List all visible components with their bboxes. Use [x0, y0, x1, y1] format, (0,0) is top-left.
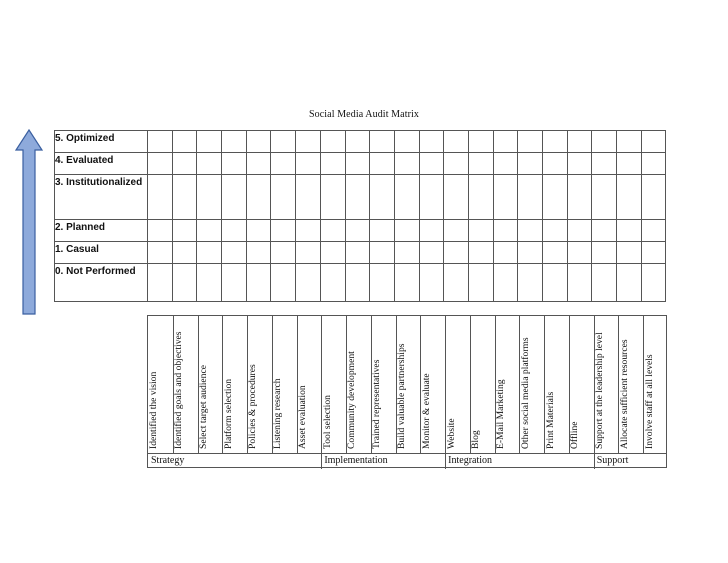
column-divider	[371, 316, 372, 453]
level-label: 4. Evaluated	[55, 153, 148, 175]
matrix-cell[interactable]	[444, 220, 469, 242]
matrix-cell[interactable]	[345, 131, 370, 153]
matrix-cell[interactable]	[222, 242, 247, 264]
matrix-cell[interactable]	[394, 153, 419, 175]
column-divider	[198, 316, 199, 453]
matrix-cell[interactable]	[617, 175, 642, 220]
criterion-column	[346, 316, 371, 453]
criterion-label: Allocate sufficient resources	[618, 339, 630, 449]
criterion-column	[222, 316, 247, 453]
matrix-cell[interactable]	[394, 242, 419, 264]
group-divider	[148, 453, 666, 454]
group-label: Strategy	[151, 455, 185, 466]
matrix-cell[interactable]	[172, 242, 197, 264]
level-label: 1. Casual	[55, 242, 148, 264]
matrix-cell[interactable]	[641, 131, 666, 153]
criteria-columns	[147, 315, 667, 468]
matrix-cell[interactable]	[222, 175, 247, 220]
matrix-cell[interactable]	[543, 153, 568, 175]
matrix-cell[interactable]	[320, 175, 345, 220]
matrix-cell[interactable]	[617, 220, 642, 242]
column-divider	[173, 316, 174, 453]
matrix-cell[interactable]	[592, 242, 617, 264]
criterion-column	[247, 316, 272, 453]
matrix-cell[interactable]	[320, 220, 345, 242]
matrix-cell[interactable]	[148, 131, 173, 153]
matrix-cell[interactable]	[271, 264, 296, 302]
matrix-cell[interactable]	[246, 153, 271, 175]
criterion-column	[544, 316, 569, 453]
criterion-label: Offline	[569, 421, 581, 449]
matrix-cell[interactable]	[172, 264, 197, 302]
matrix-cell[interactable]	[419, 175, 444, 220]
matrix-cell[interactable]	[271, 153, 296, 175]
matrix-cell[interactable]	[222, 220, 247, 242]
matrix-cell[interactable]	[543, 220, 568, 242]
criterion-label: Platform selection	[222, 378, 234, 449]
column-divider	[420, 316, 421, 453]
matrix-cell[interactable]	[543, 175, 568, 220]
matrix-cell[interactable]	[641, 242, 666, 264]
criterion-column	[371, 316, 396, 453]
criterion-column	[643, 316, 668, 453]
criterion-label: Tool selection	[321, 395, 333, 449]
criterion-label: Community development	[346, 351, 358, 449]
criterion-column	[321, 316, 346, 453]
matrix-cell[interactable]	[444, 131, 469, 153]
level-label: 5. Optimized	[55, 131, 148, 153]
matrix-cell[interactable]	[296, 242, 321, 264]
matrix-cell[interactable]	[197, 153, 222, 175]
matrix-cell[interactable]	[592, 131, 617, 153]
column-divider	[297, 316, 298, 453]
column-divider	[470, 316, 471, 453]
matrix-cell[interactable]	[271, 220, 296, 242]
matrix-cell[interactable]	[246, 131, 271, 153]
criterion-column	[198, 316, 223, 453]
matrix-cell[interactable]	[296, 264, 321, 302]
matrix-cell[interactable]	[148, 264, 173, 302]
up-arrow-icon	[14, 128, 44, 318]
matrix-cell[interactable]	[148, 175, 173, 220]
criterion-label: Identified goals and objectives	[173, 331, 185, 449]
matrix-cell[interactable]	[468, 220, 493, 242]
matrix-cell[interactable]	[617, 264, 642, 302]
criterion-label: Build valuable partnerships	[395, 343, 407, 449]
criterion-column	[495, 316, 520, 453]
criterion-column	[470, 316, 495, 453]
matrix-cell[interactable]	[444, 242, 469, 264]
level-row	[55, 153, 666, 175]
matrix-cell[interactable]	[197, 220, 222, 242]
matrix-cell[interactable]	[296, 220, 321, 242]
criterion-column	[594, 316, 619, 453]
matrix-cell[interactable]	[271, 175, 296, 220]
matrix-cell[interactable]	[592, 153, 617, 175]
matrix-cell[interactable]	[468, 175, 493, 220]
matrix-cell[interactable]	[394, 220, 419, 242]
matrix-cell[interactable]	[320, 242, 345, 264]
matrix-cell[interactable]	[444, 175, 469, 220]
matrix-cell[interactable]	[468, 131, 493, 153]
matrix-cell[interactable]	[518, 153, 543, 175]
matrix-cell[interactable]	[617, 131, 642, 153]
matrix-cell[interactable]	[296, 153, 321, 175]
matrix-cell[interactable]	[518, 264, 543, 302]
level-row	[55, 264, 666, 302]
group-label: Integration	[448, 455, 493, 466]
matrix-cell[interactable]	[370, 220, 395, 242]
matrix-cell[interactable]	[370, 264, 395, 302]
matrix-cell[interactable]	[345, 264, 370, 302]
column-divider	[569, 316, 570, 453]
criterion-label: Trained representatives	[371, 359, 383, 449]
criterion-column	[445, 316, 470, 453]
criterion-label: Identified the vision	[148, 371, 160, 449]
group-label: Support	[596, 455, 629, 466]
matrix-cell[interactable]	[320, 131, 345, 153]
matrix-cell[interactable]	[345, 175, 370, 220]
matrix-cell[interactable]	[148, 242, 173, 264]
matrix-cell[interactable]	[617, 153, 642, 175]
criterion-column	[173, 316, 198, 453]
matrix-cell[interactable]	[641, 153, 666, 175]
matrix-cell[interactable]	[222, 153, 247, 175]
matrix-cell[interactable]	[518, 242, 543, 264]
matrix-cell[interactable]	[222, 264, 247, 302]
matrix-cell[interactable]	[394, 131, 419, 153]
criterion-label: Monitor & evaluate	[420, 373, 432, 449]
maturity-matrix	[54, 130, 666, 302]
matrix-cell[interactable]	[345, 153, 370, 175]
matrix-cell[interactable]	[567, 220, 592, 242]
level-row	[55, 220, 666, 242]
matrix-cell[interactable]	[567, 153, 592, 175]
matrix-cell[interactable]	[394, 175, 419, 220]
matrix-cell[interactable]	[172, 153, 197, 175]
column-divider	[247, 316, 248, 453]
column-divider	[594, 316, 595, 469]
column-divider	[495, 316, 496, 453]
matrix-cell[interactable]	[543, 242, 568, 264]
matrix-cell[interactable]	[419, 131, 444, 153]
criterion-label: Listening research	[272, 378, 284, 449]
matrix-cell[interactable]	[345, 220, 370, 242]
criterion-label: Blog	[470, 430, 482, 449]
matrix-cell[interactable]	[419, 153, 444, 175]
matrix-cell[interactable]	[641, 264, 666, 302]
matrix-cell[interactable]	[172, 175, 197, 220]
matrix-cell[interactable]	[419, 242, 444, 264]
criterion-column	[297, 316, 322, 453]
matrix-cell[interactable]	[320, 153, 345, 175]
level-row	[55, 131, 666, 153]
criterion-label: Policies & procedures	[247, 364, 259, 449]
criterion-column	[148, 316, 173, 453]
matrix-cell[interactable]	[246, 175, 271, 220]
matrix-cell[interactable]	[518, 175, 543, 220]
column-divider	[519, 316, 520, 453]
matrix-cell[interactable]	[641, 220, 666, 242]
matrix-cell[interactable]	[197, 264, 222, 302]
matrix-cell[interactable]	[271, 131, 296, 153]
matrix-cell[interactable]	[592, 220, 617, 242]
matrix-cell[interactable]	[592, 264, 617, 302]
criterion-label: Asset evaluation	[296, 385, 308, 449]
matrix-cell[interactable]	[296, 131, 321, 153]
matrix-cell[interactable]	[567, 242, 592, 264]
matrix-cell[interactable]	[567, 131, 592, 153]
criterion-column	[396, 316, 421, 453]
matrix-cell[interactable]	[246, 220, 271, 242]
matrix-cell[interactable]	[148, 153, 173, 175]
matrix-cell[interactable]	[592, 175, 617, 220]
level-row	[55, 242, 666, 264]
matrix-cell[interactable]	[222, 131, 247, 153]
matrix-cell[interactable]	[370, 242, 395, 264]
matrix-cell[interactable]	[370, 153, 395, 175]
matrix-cell[interactable]	[617, 242, 642, 264]
matrix-cell[interactable]	[394, 264, 419, 302]
matrix-cell[interactable]	[567, 264, 592, 302]
level-label: 3. Institutionalized	[55, 175, 148, 220]
column-divider	[618, 316, 619, 453]
column-divider	[321, 316, 322, 469]
matrix-cell[interactable]	[493, 153, 518, 175]
column-divider	[272, 316, 273, 453]
matrix-cell[interactable]	[172, 131, 197, 153]
column-divider	[222, 316, 223, 453]
matrix-cell[interactable]	[419, 264, 444, 302]
matrix-cell[interactable]	[370, 175, 395, 220]
criterion-column	[569, 316, 594, 453]
matrix-cell[interactable]	[246, 264, 271, 302]
matrix-cell[interactable]	[271, 242, 296, 264]
criterion-label: Involve staff at all levels	[643, 354, 655, 449]
criterion-label: Other social media platforms	[519, 337, 531, 449]
matrix-cell[interactable]	[246, 242, 271, 264]
matrix-cell[interactable]	[320, 264, 345, 302]
level-row	[55, 175, 666, 220]
criterion-column	[519, 316, 544, 453]
matrix-cell[interactable]	[493, 242, 518, 264]
matrix-cell[interactable]	[468, 242, 493, 264]
matrix-cell[interactable]	[493, 175, 518, 220]
matrix-cell[interactable]	[172, 220, 197, 242]
criterion-column	[618, 316, 643, 453]
criterion-label: Website	[445, 418, 457, 449]
criterion-label: Select target audience	[197, 365, 209, 449]
matrix-cell[interactable]	[567, 175, 592, 220]
level-label: 0. Not Performed	[55, 264, 148, 302]
column-divider	[445, 316, 446, 469]
matrix-cell[interactable]	[444, 264, 469, 302]
matrix-cell[interactable]	[197, 175, 222, 220]
matrix-cell[interactable]	[641, 175, 666, 220]
matrix-cell[interactable]	[444, 153, 469, 175]
matrix-cell[interactable]	[419, 220, 444, 242]
matrix-cell[interactable]	[345, 242, 370, 264]
matrix-cell[interactable]	[148, 220, 173, 242]
matrix-cell[interactable]	[468, 264, 493, 302]
matrix-cell[interactable]	[518, 131, 543, 153]
matrix-cell[interactable]	[296, 175, 321, 220]
matrix-cell[interactable]	[370, 131, 395, 153]
matrix-cell[interactable]	[493, 220, 518, 242]
matrix-cell[interactable]	[468, 153, 493, 175]
matrix-cell[interactable]	[197, 242, 222, 264]
matrix-cell[interactable]	[518, 220, 543, 242]
group-label: Implementation	[324, 455, 388, 466]
column-divider	[643, 316, 644, 453]
criterion-label: Support at the leadership level	[594, 332, 606, 449]
matrix-cell[interactable]	[197, 131, 222, 153]
page-title: Social Media Audit Matrix	[309, 109, 419, 120]
matrix-cell[interactable]	[543, 131, 568, 153]
column-divider	[396, 316, 397, 453]
criterion-column	[420, 316, 445, 453]
criterion-label: E-Mail Marketing	[495, 379, 507, 449]
matrix-cell[interactable]	[493, 264, 518, 302]
matrix-cell[interactable]	[543, 264, 568, 302]
matrix-cell[interactable]	[493, 131, 518, 153]
column-divider	[346, 316, 347, 453]
criterion-column	[272, 316, 297, 453]
level-label: 2. Planned	[55, 220, 148, 242]
column-divider	[544, 316, 545, 453]
criterion-label: Print Materials	[544, 391, 556, 449]
